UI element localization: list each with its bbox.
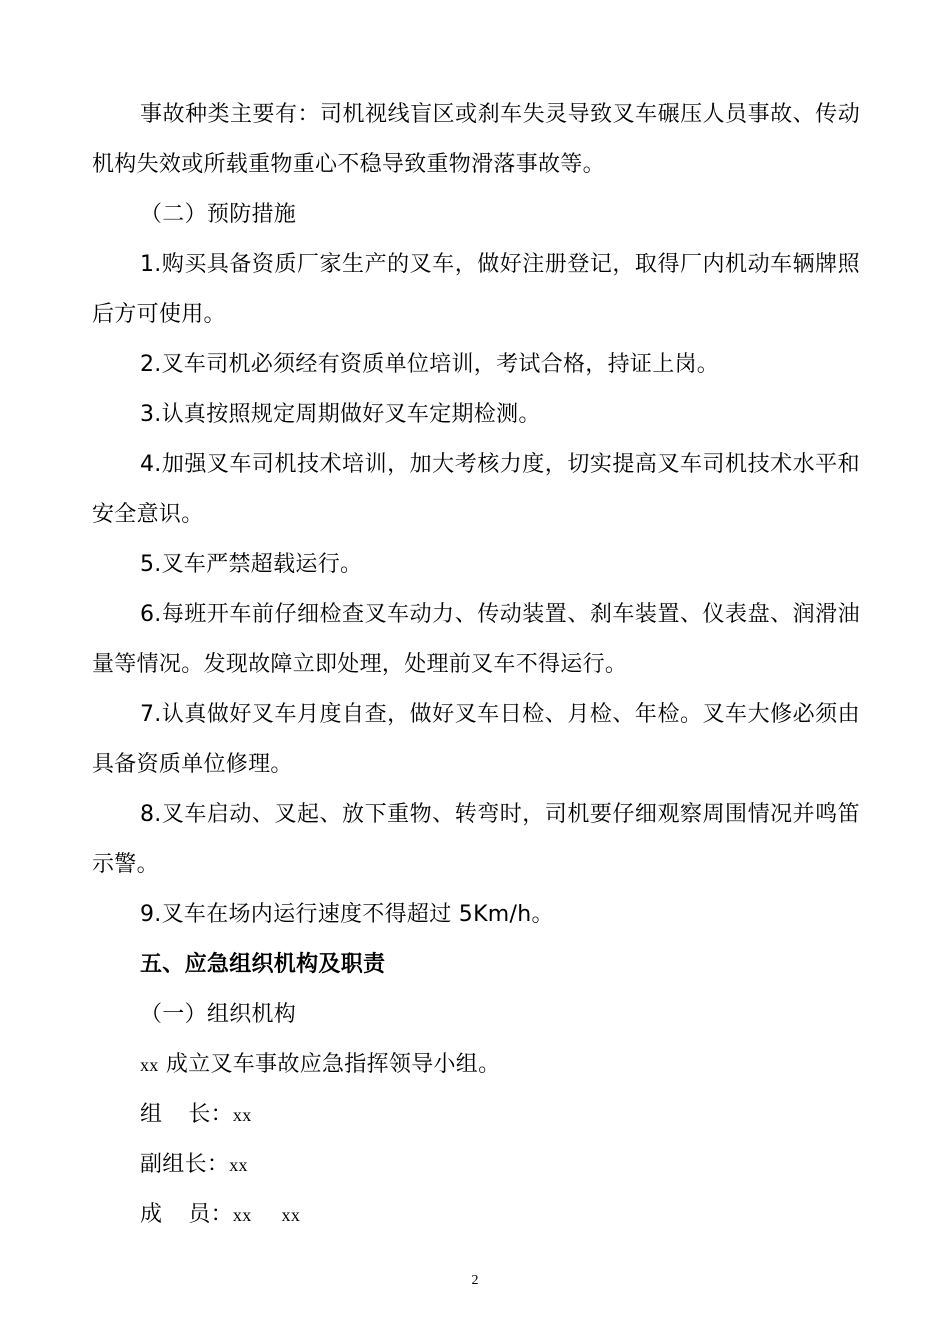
members-line	[92, 1190, 860, 1240]
deputy-leader-line	[92, 1140, 860, 1190]
org-intro-text: 成立叉车事故应急指挥领导小组。	[165, 1052, 501, 1077]
org-name-placeholder: xx	[140, 1055, 159, 1075]
measure-9: 9.叉车在场内运行速度不得超过 5Km/h。	[140, 902, 554, 927]
measure-4: 4.加强叉车司机技术培训，加大考核力度，切实提高叉车司机技术水平和安全意识。	[92, 452, 860, 527]
leader-label-b: 长：	[188, 1102, 233, 1127]
page-number: 2	[471, 1273, 479, 1288]
members-label-b: 员：	[188, 1202, 233, 1227]
deputy-leader-label: 副组长：	[140, 1152, 230, 1177]
member-name-1: xx	[232, 1205, 252, 1225]
org-intro-line	[92, 1040, 860, 1090]
leader-label-a: 组	[140, 1102, 163, 1127]
member-name-2: xx	[281, 1205, 301, 1225]
heading-prevention-measures: （二）预防措施	[140, 202, 297, 227]
measure-3: 3.认真按照规定周期做好叉车定期检测。	[140, 402, 541, 427]
measure-7: 7.认真做好叉车月度自查，做好叉车日检、月检、年检。叉车大修必须由具备资质单位修理。	[92, 702, 860, 777]
measure-1: 1.购买具备资质厂家生产的叉车，做好注册登记，取得厂内机动车辆牌照后方可使用。	[92, 252, 860, 327]
leader-name: xx	[232, 1105, 252, 1125]
measure-6: 6.每班开车前仔细检查叉车动力、传动装置、刹车装置、仪表盘、润滑油量等情况。发现故障立即处理，处理前叉车不得运行。	[92, 602, 860, 677]
paragraph-accident-types: 事故种类主要有：司机视线盲区或刹车失灵导致叉车碾压人员事故、传动机构失效或所载重物重心不稳导致重物滑落事故等。	[92, 102, 860, 177]
subsection-heading-organization: （一）组织机构	[140, 1002, 297, 1027]
deputy-leader-name: xx	[229, 1155, 248, 1175]
leader-line	[92, 1090, 860, 1140]
measure-8: 8.叉车启动、叉起、放下重物、转弯时，司机要仔细观察周围情况并鸣笛示警。	[92, 802, 860, 877]
section-heading-emergency-organization: 五、应急组织机构及职责	[140, 952, 386, 977]
document-body	[92, 90, 860, 1240]
measure-2: 2.叉车司机必须经有资质单位培训，考试合格，持证上岗。	[140, 352, 720, 377]
measure-5: 5.叉车严禁超载运行。	[140, 552, 363, 577]
members-label-a: 成	[140, 1202, 163, 1227]
